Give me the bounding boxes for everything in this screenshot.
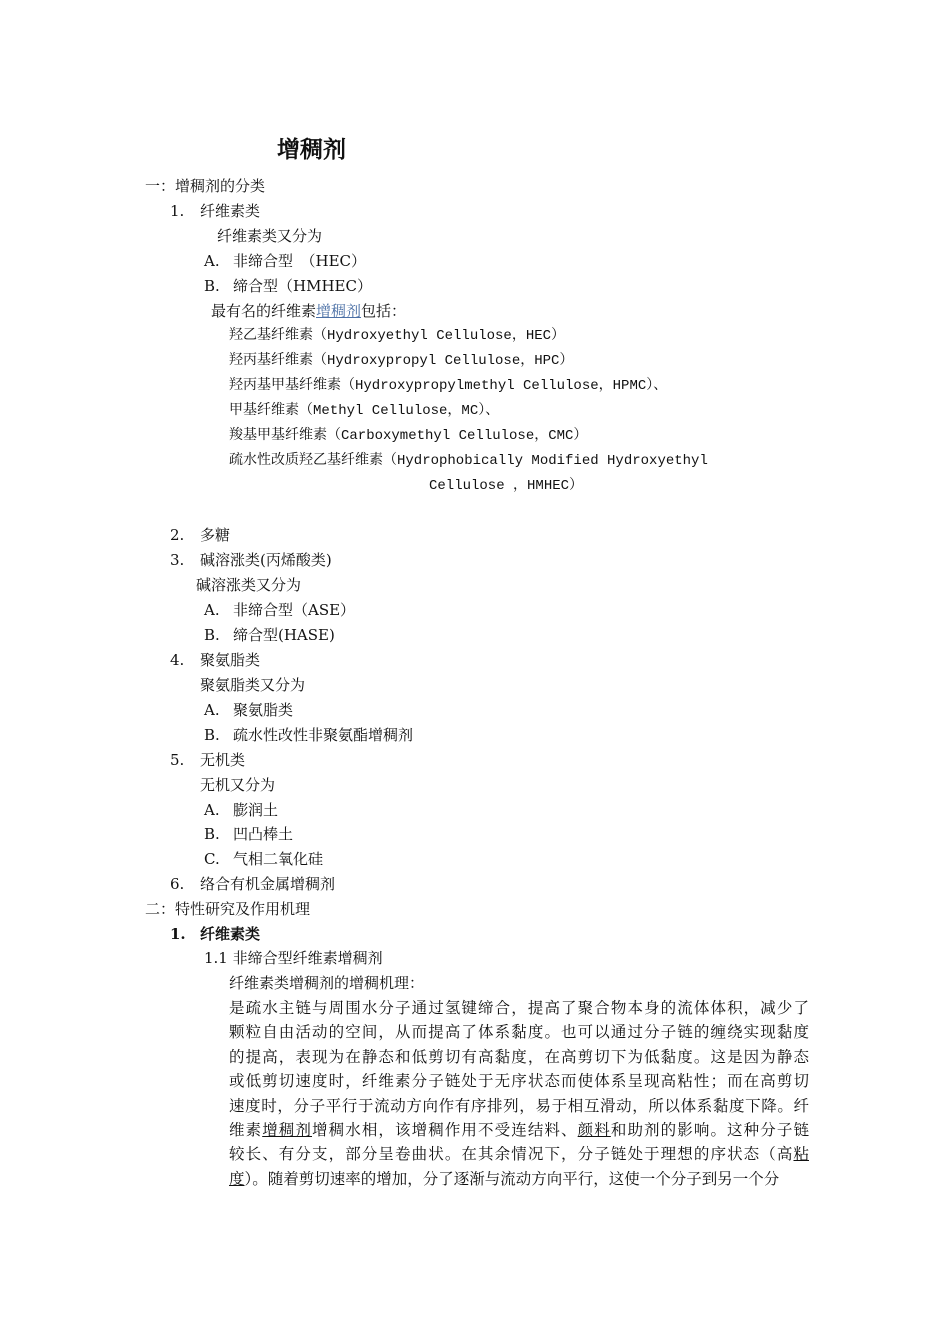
cellulose-type-item: 疏水性改质羟乙基纤维素（Hydrophobically Modified Hydroxyethyl xyxy=(229,453,708,469)
famous-cellulose-line xyxy=(211,301,406,321)
paragraph-line: 或低剪切速度时，纤维素分子链处于无序状态而使体系呈现高粘性；而在高剪切 xyxy=(229,1072,809,1091)
cellulose-type-item: 羟丙基甲基纤维素（Hydroxypropylmethyl Cellulose，HPMC）、 xyxy=(229,378,668,394)
viscosity-link[interactable]: 粘 xyxy=(793,1145,809,1164)
paragraph-line xyxy=(229,1142,809,1166)
list-item-polyurethane xyxy=(170,650,260,670)
text-run: ）。随着剪切速率的增加，分了逐渐与流动方向平行，这使一个分子到另一个分 xyxy=(244,1169,780,1188)
list-label: 无机类 xyxy=(200,751,246,769)
sub-text: 非缔合型（ASE） xyxy=(233,601,356,619)
list-item-inorganic xyxy=(170,750,245,770)
mechanism-title: 纤维素类增稠剂的增稠机理： xyxy=(229,974,425,992)
sub-text: 气相二氧化硅 xyxy=(233,850,324,868)
text-run: 增稠水相，该增稠作用不受连结料、 xyxy=(312,1120,578,1139)
sub-text: 凹凸棒土 xyxy=(233,825,294,843)
pigment-link[interactable]: 颜料 xyxy=(577,1120,611,1139)
paragraph-line: 速度时，分子平行于流动方向作有序排列，易于相互滑动，所以体系黏度下降。纤 xyxy=(229,1096,809,1115)
subsection-1-1: 1.1 非缔合型纤维素增稠剂 xyxy=(204,949,383,967)
paragraph-line xyxy=(229,1167,809,1191)
inorg-sub-c xyxy=(204,849,323,869)
text-run: 较长、有分支，部分呈卷曲状。在其余情况下，分子链处于理想的序状态（高 xyxy=(229,1145,794,1164)
mechanism-paragraph xyxy=(229,996,809,1191)
sub-letter: B. xyxy=(204,277,220,295)
list-label: 络合有机金属增稠剂 xyxy=(200,875,336,893)
viscosity-link[interactable]: 度 xyxy=(229,1169,245,1188)
sub-text: 缔合型（HMHEC） xyxy=(233,277,372,295)
sub-letter: A. xyxy=(204,701,220,719)
paragraph-line: 的提高，表现为在静态和低剪切有高黏度，在高剪切下为低黏度。这是因为静态 xyxy=(229,1047,809,1066)
alkali-sub-b xyxy=(204,625,335,645)
sub-letter: A. xyxy=(204,801,220,819)
cellulose-intro: 纤维素类又分为 xyxy=(217,227,323,245)
text-run: 和助剂的影响。这种分子链 xyxy=(610,1120,809,1139)
sub-text: 缔合型(HASE) xyxy=(233,626,335,644)
sub-letter: C. xyxy=(204,850,220,868)
cellulose-type-item: 羟乙基纤维素（Hydroxyethyl Cellulose，HEC） xyxy=(229,328,566,344)
list-label: 多糖 xyxy=(200,526,231,544)
sub-letter: B. xyxy=(204,825,220,843)
sub-text: 聚氨脂类 xyxy=(233,701,294,719)
list-label: 聚氨脂类 xyxy=(200,651,261,669)
paragraph-line xyxy=(229,1118,809,1142)
list-number: 6. xyxy=(170,875,185,893)
cellulose-type-item: 甲基纤维素（Methyl Cellulose，MC）、 xyxy=(229,403,500,419)
sub-text: 膨润土 xyxy=(233,801,279,819)
list-number: 5. xyxy=(170,751,185,769)
alkali-sub-a xyxy=(204,600,355,620)
sub-letter: A. xyxy=(204,601,220,619)
list-number: 1. xyxy=(170,202,185,220)
list-number: 1. xyxy=(170,925,186,943)
famous-suffix: 包括： xyxy=(361,302,407,320)
list-item-organometallic xyxy=(170,874,335,894)
cellulose-sub-b xyxy=(204,276,372,296)
section-2-heading: 二：特性研究及作用机理 xyxy=(145,900,311,918)
pu-intro: 聚氨脂类又分为 xyxy=(200,676,306,694)
section-2-subheading xyxy=(170,924,260,944)
pu-sub-a xyxy=(204,700,293,720)
sub-text: 疏水性改性非聚氨酯增稠剂 xyxy=(233,726,414,744)
cellulose-type-item: 羧基甲基纤维素（Carboxymethyl Cellulose，CMC） xyxy=(229,428,588,444)
list-label: 纤维素类 xyxy=(200,925,261,943)
sub-letter: A. xyxy=(204,252,220,270)
list-number: 2. xyxy=(170,526,185,544)
cellulose-type-item: 羟丙基纤维素（Hydroxypropyl Cellulose，HPC） xyxy=(229,353,574,369)
page-title: 增稠剂 xyxy=(277,137,346,163)
sub-letter: B. xyxy=(204,626,220,644)
alkali-intro: 碱溶涨类又分为 xyxy=(196,576,302,594)
paragraph-line: 颗粒自由活动的空间，从而提高了体系黏度。也可以通过分子链的缠绕实现黏度 xyxy=(229,1023,809,1042)
text-run: 维素 xyxy=(229,1120,263,1139)
thickener-link[interactable]: 增稠剂 xyxy=(316,302,362,320)
inorg-intro: 无机又分为 xyxy=(200,776,276,794)
list-item-cellulose xyxy=(170,201,260,221)
paragraph-line: 是疏水主链与周围水分子通过氢键缔合，提高了聚合物本身的流体体积，减少了 xyxy=(229,999,809,1017)
list-number: 4. xyxy=(170,651,185,669)
cellulose-sub-a xyxy=(204,251,366,271)
list-label: 碱溶涨类(丙烯酸类) xyxy=(200,551,332,569)
sub-text: 非缔合型 （HEC） xyxy=(233,252,367,270)
cellulose-type-item-cont: Cellulose ，HMHEC） xyxy=(429,478,584,494)
inorg-sub-a xyxy=(204,800,278,820)
list-label: 纤维素类 xyxy=(200,202,261,220)
list-item-alkali xyxy=(170,550,332,570)
thickener-link[interactable]: 增稠剂 xyxy=(262,1120,313,1139)
section-1-heading: 一：增稠剂的分类 xyxy=(145,177,266,195)
list-number: 3. xyxy=(170,551,185,569)
inorg-sub-b xyxy=(204,824,293,844)
list-item-polysaccharide xyxy=(170,525,230,545)
pu-sub-b xyxy=(204,725,413,745)
sub-letter: B. xyxy=(204,726,220,744)
famous-prefix: 最有名的纤维素 xyxy=(211,302,317,320)
